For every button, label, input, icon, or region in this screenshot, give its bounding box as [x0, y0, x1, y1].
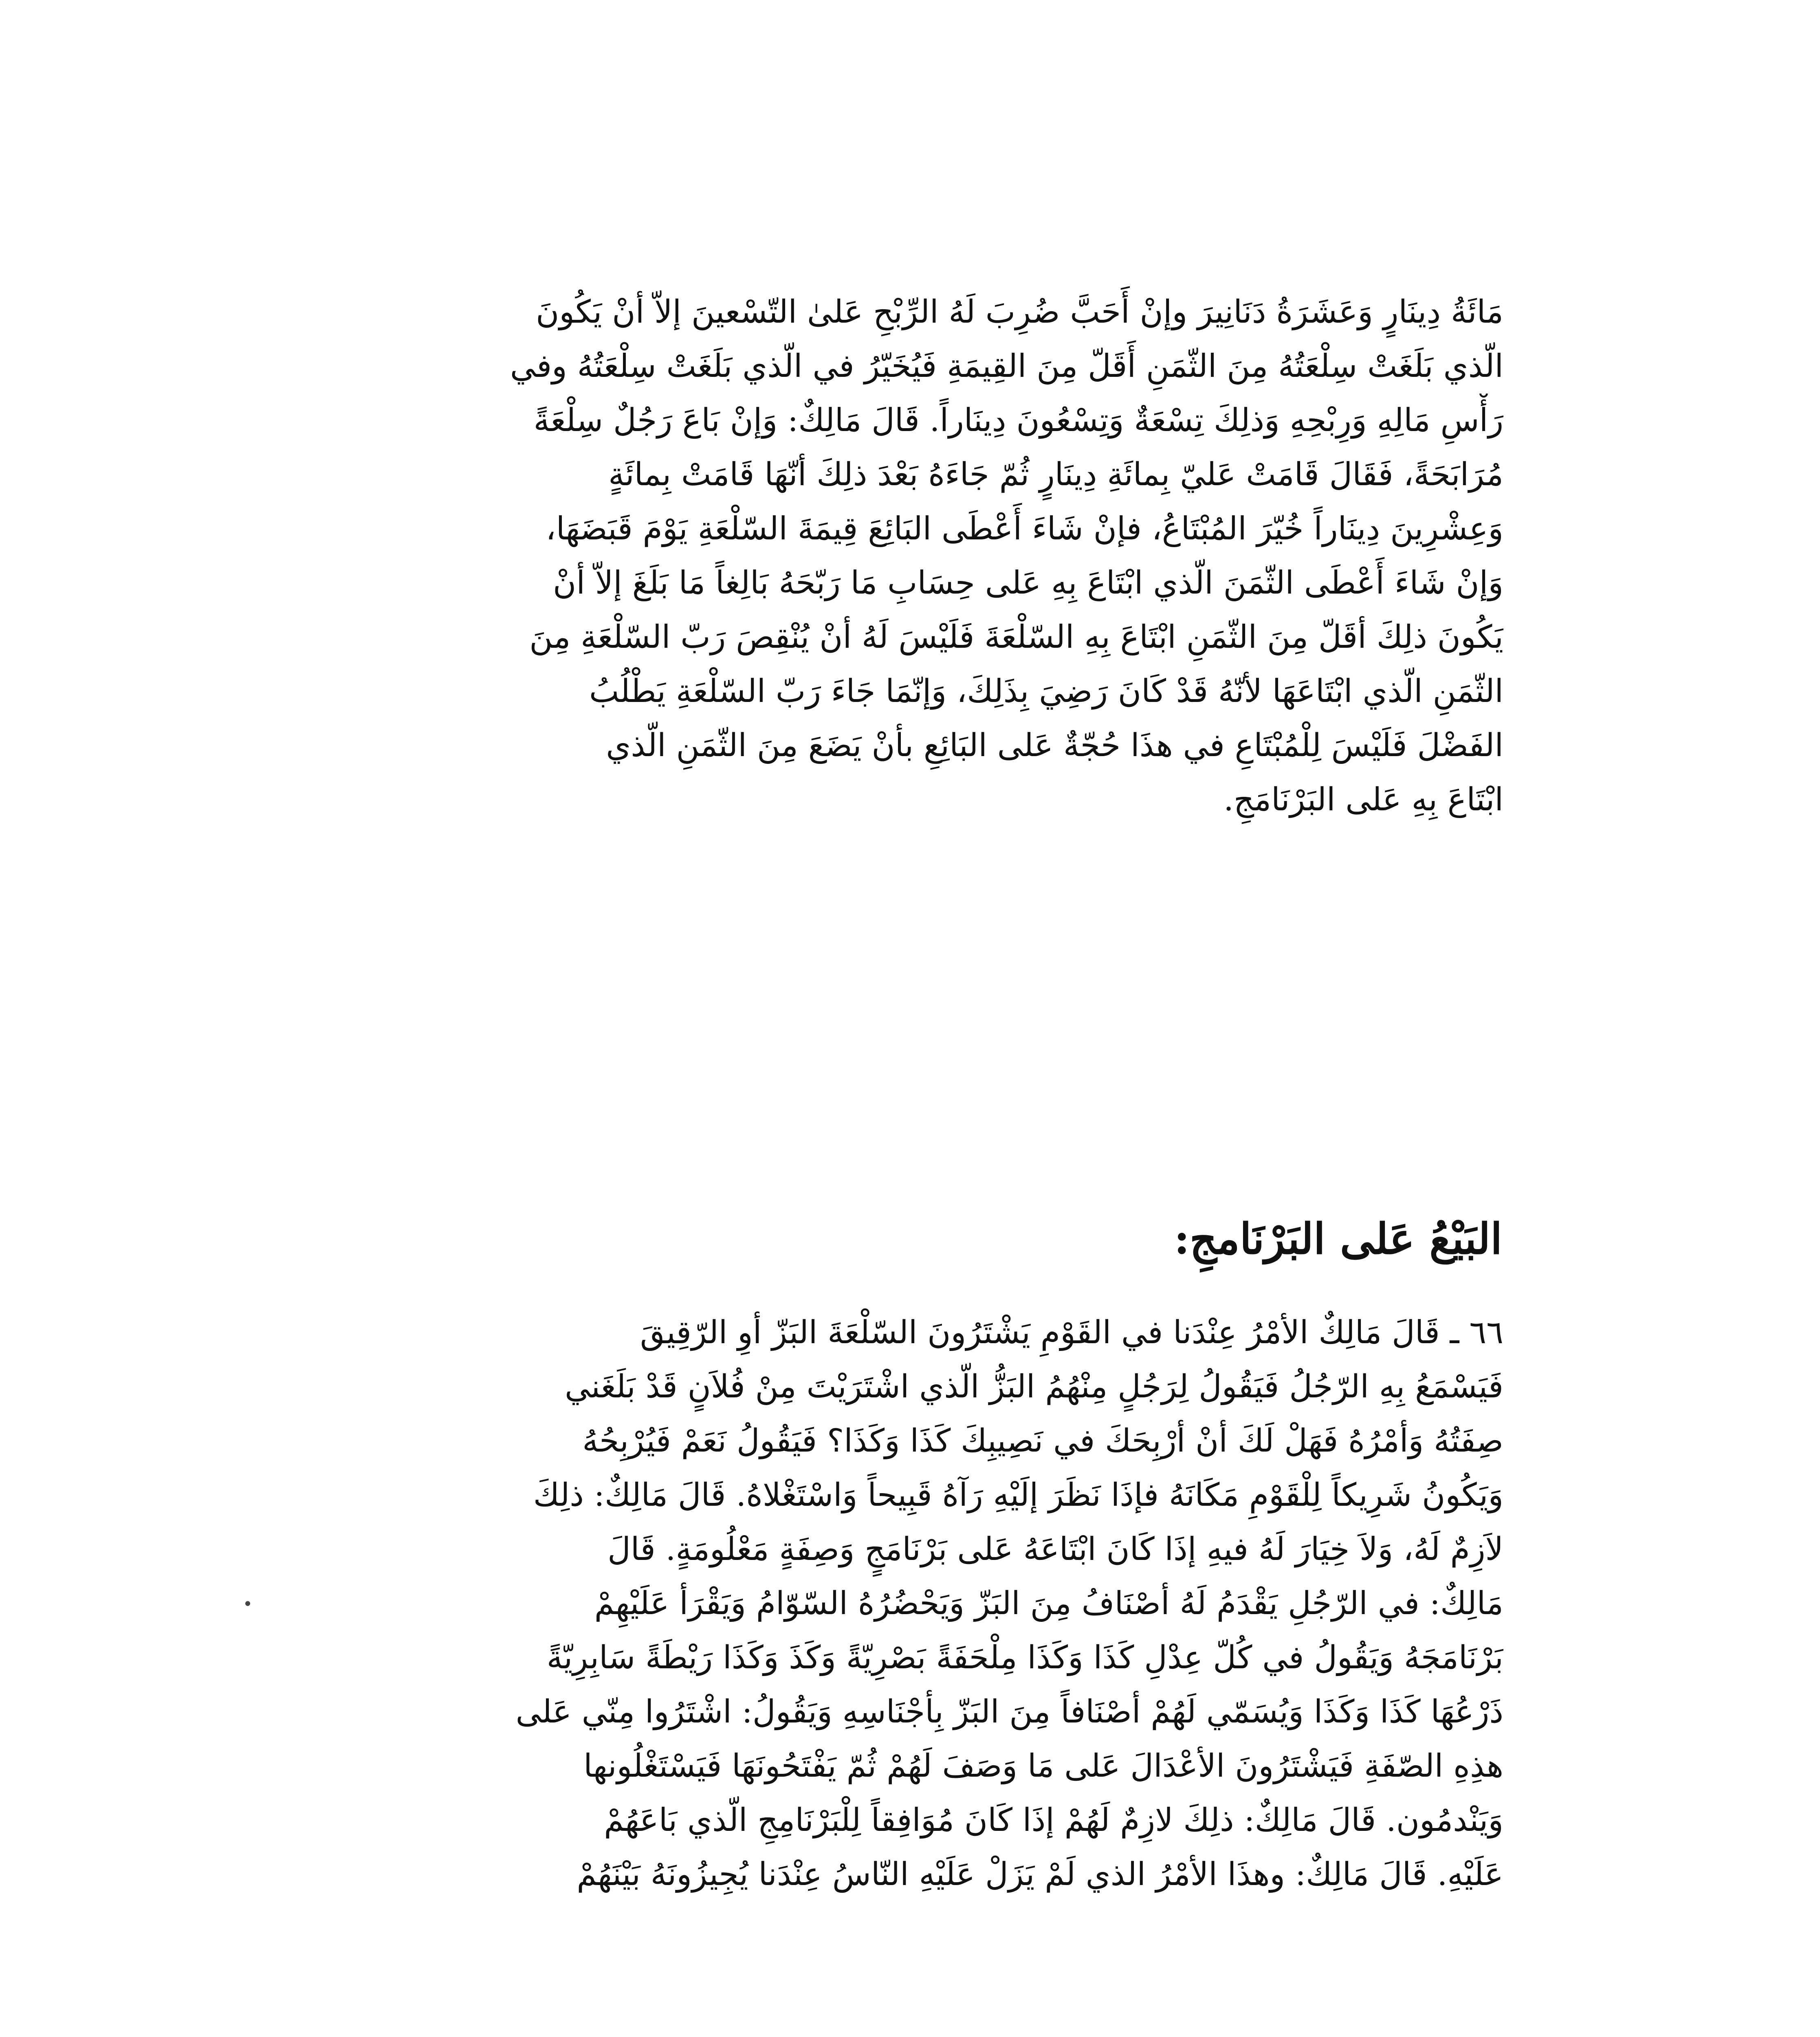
text-line: هذِهِ الصّفَةِ فَيَشْتَرُونَ الأعْدَالَ عَلى مَا وَصَفَ لَهُمْ ثُمّ يَفْتَحُونَهَا فَيَسْتَغْلُونها: [583, 1748, 1503, 1784]
text-line: صِفَتُهُ وَأمْرُهُ فَهَلْ لَكَ أنْ أرْبِحَكَ في نَصِيبِكَ كَذَا وَكَذَا؟ فَيَقُولُ نَعَمْ فَيُرْبِحُهُ: [582, 1423, 1503, 1459]
text-line: الّذي بَلَغَتْ سِلْعَتُهُ مِنَ الثّمَنِ أَقَلّ مِنَ القِيمَةِ فَيُخَيّرُ في الّذي بَلَغَتْ سِلْعَتُهُ وفي: [510, 348, 1503, 385]
text-line: رَأْسِ مَالِهِ وَرِبْحِهِ وَذلِكَ تِسْعَةٌ وَتِسْعُونَ دِينَاراً. قَالَ مَالِكٌ: وَإنْ بَاعَ رَجُلٌ سِلْعَةً: [533, 402, 1503, 439]
text-line: ذَرْعُهَا كَذَا وَكَذَا وَيُسَمّي لَهُمْ أصْنَافاً مِنَ البَزّ بِأجْنَاسِهِ وَيَقُولُ: اشْتَرُوا مِنّي عَلى: [515, 1694, 1503, 1730]
text-line: فَيَسْمَعُ بِهِ الرّجُلُ فَيَقُولُ لِرَجُلٍ مِنْهُمُ البَزُّ الّذي اشْتَرَيْتَ مِنْ فُلاَنٍ قَدْ بَلَغَني: [565, 1368, 1503, 1405]
text-line: وَإنْ شَاءَ أَعْطَى الثّمَنَ الّذي ابْتَاعَ بِهِ عَلى حِسَابِ مَا رَبّحَهُ بَالِغاً مَا بَلَغَ إلاّ أنْ: [553, 565, 1503, 601]
text-line: ٦٦ ـ قَالَ مَالِكٌ الأمْرُ عِنْدَنا في القَوْمِ يَشْتَرُونَ السّلْعَةَ البَزّ أوِ الرّقِيقَ: [640, 1314, 1503, 1351]
text-line: الثّمَنِ الّذي ابْتَاعَهَا لأنّهُ قَدْ كَانَ رَضِيَ بِذَلِكَ، وَإنّمَا جَاءَ رَبّ السّلْعَةِ يَطْلُبُ: [589, 673, 1503, 710]
text-line: مُرَابَحَةً، فَقَالَ قَامَتْ عَليّ بِمائَةِ دِينَارٍ ثُمّ جَاءَهُ بَعْدَ ذلِكَ أنّهَا قَامَتْ بِمائَةٍ: [608, 456, 1503, 493]
text-line: وَيَنْدمُون. قَالَ مَالِكٌ: ذلِكَ لازِمٌ لَهُمْ إذَا كَانَ مُوَافِقاً لِلْبَرْنَامِجِ الّذي بَاعَهُمْ: [604, 1802, 1503, 1839]
text-line: ابْتَاعَ بِهِ عَلى البَرْنَامَجِ.: [1224, 781, 1503, 818]
text-line: وَيَكُونُ شَرِيكاً لِلْقَوْمِ مَكَانَهُ فإذَا نَظَرَ إلَيْهِ رَآهُ قَبِيحاً وَاسْتَغْلاهُ. قَالَ مَالِكٌ: ذلِكَ: [533, 1477, 1503, 1513]
text-line: الفَضْلَ فَلَيْسَ لِلْمُبْتَاعِ في هذَا حُجّةٌ عَلى البَائِعِ بأنْ يَضَعَ مِنَ الثّمَنِ الّذي: [606, 727, 1503, 764]
section-heading: البَيْعُ عَلى البَرْنَامجِ:: [1174, 1214, 1502, 1264]
text-line: يَكُونَ ذلِكَ أقَلّ مِنَ الثّمَنِ ابْتَاعَ بِهِ السّلْعَةَ فَلَيْسَ لَهُ أنْ يُنْقِصَ رَبّ السّلْعَةِ مِنَ: [529, 619, 1503, 656]
text-line: بَرْنَامَجَهُ وَيَقُولُ في كُلّ عِدْلِ كَذَا وَكَذَا مِلْحَفَةً بَصْرِيّةً وَكَذَ وَكَذَا رَيْطَةً سَابِرِيّةً: [546, 1639, 1503, 1676]
text-line: مَالِكٌ: في الرّجُلِ يَقْدَمُ لَهُ أصْنَافُ مِنَ البَزّ وَيَحْضُرُهُ السّوّامُ وَيَقْرَأ عَلَيْهِمْ: [594, 1585, 1503, 1622]
margin-mark: [245, 1601, 250, 1606]
paragraph-section-66: [348, 1306, 1503, 1902]
text-line: عَلَيْهِ. قَالَ مَالِكٌ: وهذَا الأمْرُ الذي لَمْ يَزَلْ عَلَيْهِ النّاسُ عِنْدَنا يُجِيزُونَهُ بَيْنَهُمْ: [577, 1856, 1503, 1893]
paragraph-continuation: [348, 285, 1503, 827]
text-line: لاَزِمٌ لَهُ، وَلاَ خِيَارَ لَهُ فيهِ إذَا كَانَ ابْتَاعَهُ عَلى بَرْنَامَجٍ وَصِفَةٍ مَعْلُومَةٍ. قَالَ: [607, 1531, 1503, 1568]
text-line: وَعِشْرِينَ دِينَاراً خُيّرَ المُبْتَاعُ، فإنْ شَاءَ أَعْطَى البَائِعَ قِيمَةَ السّلْعَةِ يَوْمَ قَبَضَهَا،: [546, 510, 1503, 547]
text-line: مَائَةُ دِينَارٍ وَعَشَرَةُ دَنَانِيرَ وإنْ أَحَبَّ ضُرِبَ لَهُ الرِّبْحِ عَلىٰ التّسْعينَ إلاّ أنْ يَكُونَ: [536, 294, 1503, 330]
